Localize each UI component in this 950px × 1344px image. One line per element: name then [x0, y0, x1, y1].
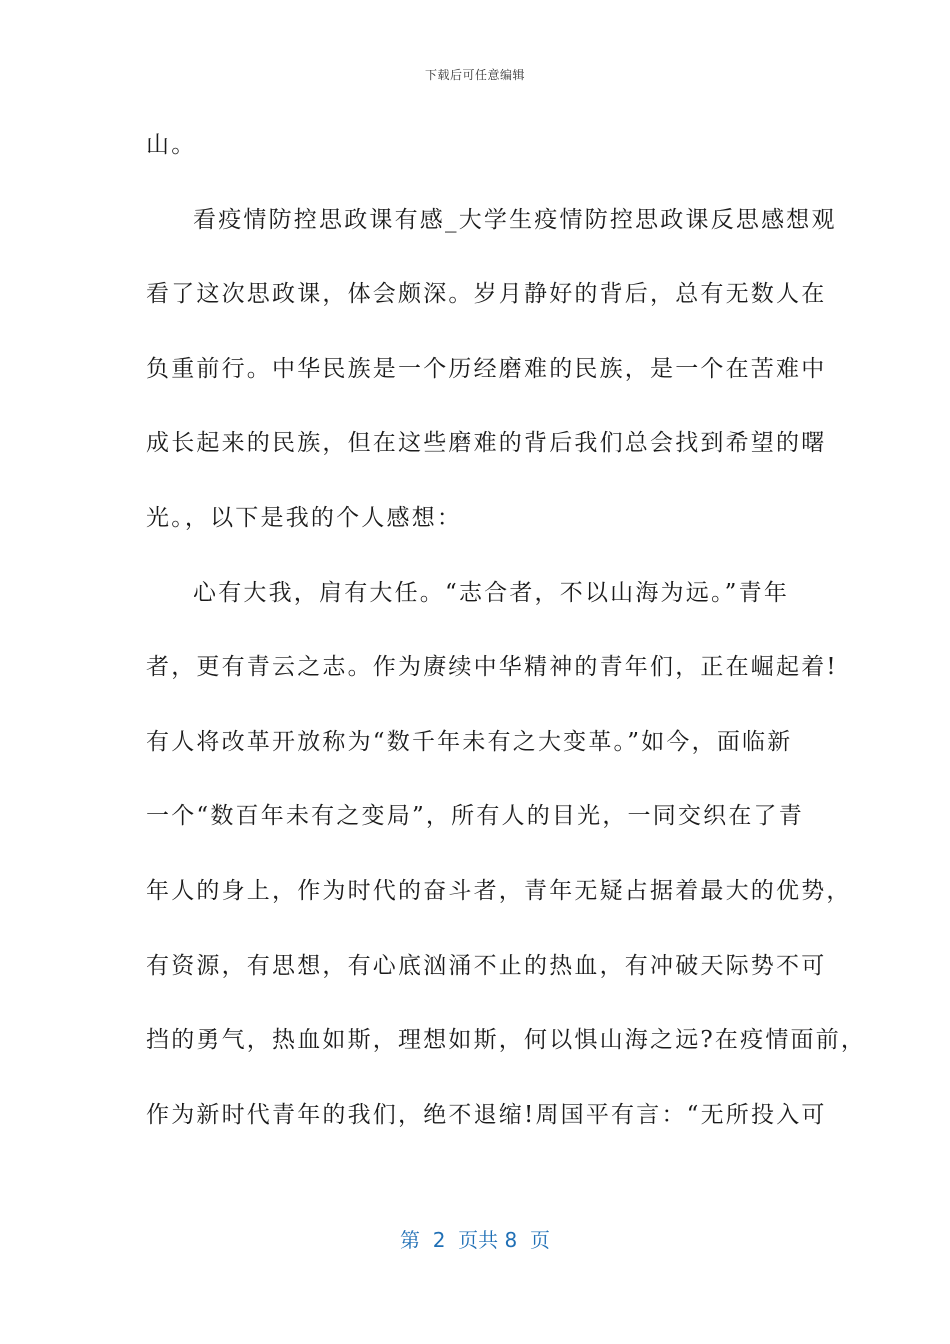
body-line: 一个“数百年未有之变局”，所有人的目光，一同交织在了青: [146, 803, 804, 830]
body-line: 挡的勇气，热血如斯，理想如斯，何以惧山海之远?在疫情面前，: [146, 1027, 867, 1054]
body-line: 光。，以下是我的个人感想：: [146, 504, 463, 531]
body-line: 者，更有青云之志。作为赓续中华精神的青年们，正在崛起着!: [146, 654, 838, 681]
body-line: 有人将改革开放称为“数千年未有之大变革。”如今，面临新: [146, 728, 793, 755]
page-number-footer: 第 2 页共 8 页: [400, 1228, 550, 1252]
body-line: 看了这次思政课，体会颇深。岁月静好的背后，总有无数人在: [146, 281, 827, 308]
page-header: 下载后可任意编辑: [424, 68, 525, 82]
document-body: [146, 125, 867, 1169]
body-line: 看疫情防控思政课有感_大学生疫情防控思政课反思感想观: [193, 206, 837, 233]
body-line: 有资源，有思想，有心底汹涌不止的热血，有冲破天际势不可: [146, 952, 827, 979]
body-line: 山。: [146, 132, 197, 158]
body-line: 年人的身上，作为时代的奋斗者，青年无疑占据着最大的优势，: [146, 877, 852, 904]
body-line: 负重前行。中华民族是一个历经磨难的民族，是一个在苦难中: [146, 355, 827, 382]
body-line: 作为新时代青年的我们，绝不退缩!周国平有言：“无所投入可: [146, 1101, 827, 1128]
body-line: 心有大我，肩有大任。“志合者，不以山海为远。”青年: [193, 579, 790, 606]
body-line: 成长起来的民族，但在这些磨难的背后我们总会找到希望的曙: [146, 430, 827, 457]
